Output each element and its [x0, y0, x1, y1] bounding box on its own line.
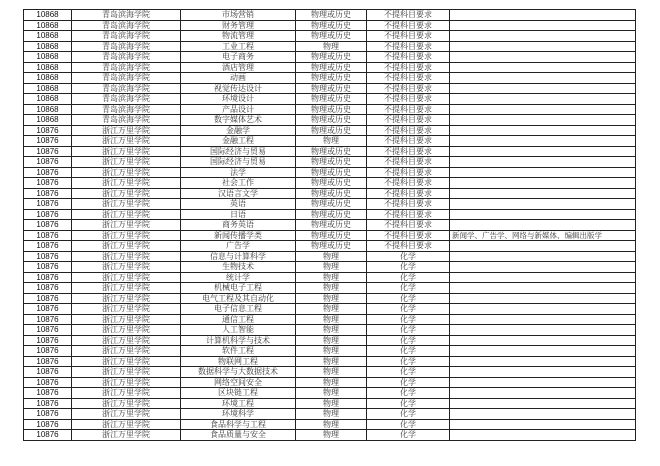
major-name-cell: 食品质量与安全 [181, 430, 296, 441]
table-row [24, 146, 636, 157]
note-cell [450, 346, 636, 357]
major-name-cell: 环境工程 [181, 398, 296, 409]
primary-subject-cell: 物理或历史 [296, 73, 367, 84]
elective-requirement-cell: 不提科目要求 [367, 52, 450, 63]
table-row [24, 388, 636, 399]
major-name-cell: 新闻传播学类 [181, 230, 296, 241]
table-row [24, 52, 636, 63]
school-code-cell: 10876 [24, 377, 72, 388]
major-name-cell: 商务英语 [181, 220, 296, 231]
note-cell [450, 20, 636, 31]
major-name-cell: 法学 [181, 167, 296, 178]
note-cell [450, 367, 636, 378]
major-name-cell: 物联网工程 [181, 356, 296, 367]
primary-subject-cell: 物理或历史 [296, 125, 367, 136]
major-name-cell: 数字媒体艺术 [181, 115, 296, 126]
elective-requirement-cell: 化学 [367, 304, 450, 315]
table-row [24, 377, 636, 388]
major-name-cell: 通信工程 [181, 314, 296, 325]
note-cell [450, 283, 636, 294]
school-name-cell: 青岛滨海学院 [72, 52, 181, 63]
primary-subject-cell: 物理或历史 [296, 157, 367, 168]
major-name-cell: 生物技术 [181, 262, 296, 273]
primary-subject-cell: 物理 [296, 377, 367, 388]
admission-subject-table [23, 9, 636, 441]
elective-requirement-cell: 不提科目要求 [367, 20, 450, 31]
school-code-cell: 10876 [24, 136, 72, 147]
major-name-cell: 人工智能 [181, 325, 296, 336]
table-row [24, 398, 636, 409]
table-row [24, 314, 636, 325]
school-name-cell: 浙江万里学院 [72, 272, 181, 283]
primary-subject-cell: 物理或历史 [296, 220, 367, 231]
school-name-cell: 浙江万里学院 [72, 251, 181, 262]
table-row [24, 41, 636, 52]
school-name-cell: 青岛滨海学院 [72, 94, 181, 105]
elective-requirement-cell: 化学 [367, 314, 450, 325]
primary-subject-cell: 物理 [296, 398, 367, 409]
major-name-cell: 信息与计算科学 [181, 251, 296, 262]
elective-requirement-cell: 不提科目要求 [367, 104, 450, 115]
school-name-cell: 浙江万里学院 [72, 188, 181, 199]
note-cell [450, 209, 636, 220]
school-name-cell: 浙江万里学院 [72, 157, 181, 168]
school-code-cell: 10876 [24, 293, 72, 304]
primary-subject-cell: 物理或历史 [296, 62, 367, 73]
school-code-cell: 10876 [24, 430, 72, 441]
school-name-cell: 浙江万里学院 [72, 230, 181, 241]
elective-requirement-cell: 不提科目要求 [367, 62, 450, 73]
note-cell [450, 335, 636, 346]
school-name-cell: 青岛滨海学院 [72, 115, 181, 126]
primary-subject-cell: 物理或历史 [296, 188, 367, 199]
major-name-cell: 日语 [181, 209, 296, 220]
major-name-cell: 酒店管理 [181, 62, 296, 73]
note-cell [450, 62, 636, 73]
note-cell: 新闻学、广告学、网络与新媒体、编辑出版学 [450, 230, 636, 241]
note-cell [450, 125, 636, 136]
school-code-cell: 10868 [24, 41, 72, 52]
school-name-cell: 浙江万里学院 [72, 430, 181, 441]
table-row [24, 125, 636, 136]
elective-requirement-cell: 化学 [367, 262, 450, 273]
school-name-cell: 浙江万里学院 [72, 409, 181, 420]
elective-requirement-cell: 不提科目要求 [367, 73, 450, 84]
school-code-cell: 10868 [24, 10, 72, 21]
elective-requirement-cell: 不提科目要求 [367, 220, 450, 231]
primary-subject-cell: 物理 [296, 136, 367, 147]
note-cell [450, 220, 636, 231]
major-name-cell: 汉语言文学 [181, 188, 296, 199]
school-code-cell: 10876 [24, 178, 72, 189]
table-row [24, 335, 636, 346]
elective-requirement-cell: 化学 [367, 283, 450, 294]
major-name-cell: 食品科学与工程 [181, 419, 296, 430]
table-row [24, 83, 636, 94]
table-row [24, 293, 636, 304]
elective-requirement-cell: 不提科目要求 [367, 83, 450, 94]
school-name-cell: 青岛滨海学院 [72, 104, 181, 115]
primary-subject-cell: 物理 [296, 388, 367, 399]
primary-subject-cell: 物理或历史 [296, 83, 367, 94]
primary-subject-cell: 物理 [296, 356, 367, 367]
school-code-cell: 10868 [24, 31, 72, 42]
school-code-cell: 10876 [24, 199, 72, 210]
school-name-cell: 浙江万里学院 [72, 136, 181, 147]
table-row [24, 346, 636, 357]
elective-requirement-cell: 不提科目要求 [367, 167, 450, 178]
primary-subject-cell: 物理或历史 [296, 31, 367, 42]
school-name-cell: 浙江万里学院 [72, 199, 181, 210]
primary-subject-cell: 物理或历史 [296, 230, 367, 241]
school-name-cell: 青岛滨海学院 [72, 62, 181, 73]
school-name-cell: 浙江万里学院 [72, 178, 181, 189]
primary-subject-cell: 物理或历史 [296, 209, 367, 220]
primary-subject-cell: 物理 [296, 419, 367, 430]
school-name-cell: 浙江万里学院 [72, 398, 181, 409]
elective-requirement-cell: 不提科目要求 [367, 31, 450, 42]
school-name-cell: 浙江万里学院 [72, 262, 181, 273]
table-row [24, 209, 636, 220]
table-row [24, 62, 636, 73]
school-code-cell: 10876 [24, 157, 72, 168]
note-cell [450, 157, 636, 168]
elective-requirement-cell: 化学 [367, 367, 450, 378]
school-code-cell: 10868 [24, 94, 72, 105]
primary-subject-cell: 物理 [296, 304, 367, 315]
school-code-cell: 10876 [24, 398, 72, 409]
note-cell [450, 356, 636, 367]
school-name-cell: 青岛滨海学院 [72, 31, 181, 42]
primary-subject-cell: 物理 [296, 409, 367, 420]
note-cell [450, 136, 636, 147]
elective-requirement-cell: 化学 [367, 398, 450, 409]
note-cell [450, 115, 636, 126]
school-code-cell: 10876 [24, 346, 72, 357]
note-cell [450, 398, 636, 409]
school-code-cell: 10876 [24, 230, 72, 241]
school-code-cell: 10876 [24, 209, 72, 220]
table-row [24, 157, 636, 168]
school-code-cell: 10876 [24, 409, 72, 420]
elective-requirement-cell: 化学 [367, 272, 450, 283]
school-name-cell: 浙江万里学院 [72, 346, 181, 357]
major-name-cell: 物流管理 [181, 31, 296, 42]
school-code-cell: 10876 [24, 262, 72, 273]
elective-requirement-cell: 不提科目要求 [367, 199, 450, 210]
elective-requirement-cell: 不提科目要求 [367, 188, 450, 199]
note-cell [450, 241, 636, 252]
major-name-cell: 电子信息工程 [181, 304, 296, 315]
elective-requirement-cell: 化学 [367, 388, 450, 399]
school-name-cell: 浙江万里学院 [72, 241, 181, 252]
major-name-cell: 国际经济与贸易 [181, 146, 296, 157]
primary-subject-cell: 物理或历史 [296, 146, 367, 157]
school-name-cell: 浙江万里学院 [72, 335, 181, 346]
primary-subject-cell: 物理或历史 [296, 10, 367, 21]
elective-requirement-cell: 不提科目要求 [367, 209, 450, 220]
school-name-cell: 浙江万里学院 [72, 293, 181, 304]
elective-requirement-cell: 不提科目要求 [367, 241, 450, 252]
major-name-cell: 工业工程 [181, 41, 296, 52]
elective-requirement-cell: 化学 [367, 335, 450, 346]
table-row [24, 167, 636, 178]
primary-subject-cell: 物理或历史 [296, 94, 367, 105]
table-row [24, 115, 636, 126]
school-name-cell: 浙江万里学院 [72, 367, 181, 378]
school-code-cell: 10876 [24, 356, 72, 367]
table-row [24, 136, 636, 147]
note-cell [450, 388, 636, 399]
primary-subject-cell: 物理 [296, 430, 367, 441]
school-code-cell: 10876 [24, 335, 72, 346]
table-row [24, 220, 636, 231]
note-cell [450, 409, 636, 420]
table-row [24, 230, 636, 241]
school-name-cell: 青岛滨海学院 [72, 83, 181, 94]
note-cell [450, 251, 636, 262]
primary-subject-cell: 物理或历史 [296, 115, 367, 126]
school-code-cell: 10876 [24, 325, 72, 336]
note-cell [450, 419, 636, 430]
table-row [24, 419, 636, 430]
elective-requirement-cell: 不提科目要求 [367, 230, 450, 241]
note-cell [450, 314, 636, 325]
elective-requirement-cell: 不提科目要求 [367, 115, 450, 126]
school-code-cell: 10868 [24, 115, 72, 126]
primary-subject-cell: 物理或历史 [296, 52, 367, 63]
school-code-cell: 10876 [24, 272, 72, 283]
elective-requirement-cell: 不提科目要求 [367, 125, 450, 136]
school-code-cell: 10876 [24, 283, 72, 294]
school-code-cell: 10868 [24, 73, 72, 84]
elective-requirement-cell: 化学 [367, 293, 450, 304]
table-row [24, 31, 636, 42]
elective-requirement-cell: 化学 [367, 430, 450, 441]
major-name-cell: 视觉传达设计 [181, 83, 296, 94]
major-name-cell: 市场营销 [181, 10, 296, 21]
elective-requirement-cell: 不提科目要求 [367, 41, 450, 52]
major-name-cell: 电子商务 [181, 52, 296, 63]
table-row [24, 241, 636, 252]
major-name-cell: 英语 [181, 199, 296, 210]
primary-subject-cell: 物理或历史 [296, 178, 367, 189]
elective-requirement-cell: 不提科目要求 [367, 178, 450, 189]
school-name-cell: 浙江万里学院 [72, 419, 181, 430]
table-row [24, 178, 636, 189]
elective-requirement-cell: 不提科目要求 [367, 157, 450, 168]
school-code-cell: 10876 [24, 314, 72, 325]
primary-subject-cell: 物理或历史 [296, 104, 367, 115]
note-cell [450, 41, 636, 52]
note-cell [450, 325, 636, 336]
major-name-cell: 环境设计 [181, 94, 296, 105]
table-row [24, 199, 636, 210]
table-row [24, 104, 636, 115]
school-code-cell: 10876 [24, 220, 72, 231]
note-cell [450, 31, 636, 42]
elective-requirement-cell: 化学 [367, 377, 450, 388]
school-code-cell: 10868 [24, 20, 72, 31]
elective-requirement-cell: 不提科目要求 [367, 146, 450, 157]
primary-subject-cell: 物理 [296, 346, 367, 357]
table-row [24, 325, 636, 336]
school-code-cell: 10876 [24, 241, 72, 252]
table-row [24, 188, 636, 199]
primary-subject-cell: 物理 [296, 283, 367, 294]
primary-subject-cell: 物理 [296, 367, 367, 378]
school-name-cell: 浙江万里学院 [72, 304, 181, 315]
table-row [24, 94, 636, 105]
school-code-cell: 10876 [24, 304, 72, 315]
elective-requirement-cell: 不提科目要求 [367, 94, 450, 105]
table-row [24, 430, 636, 441]
elective-requirement-cell: 化学 [367, 346, 450, 357]
primary-subject-cell: 物理或历史 [296, 167, 367, 178]
table-row [24, 356, 636, 367]
elective-requirement-cell: 化学 [367, 409, 450, 420]
primary-subject-cell: 物理 [296, 314, 367, 325]
table-row [24, 283, 636, 294]
major-name-cell: 国际经济与贸易 [181, 157, 296, 168]
primary-subject-cell: 物理 [296, 293, 367, 304]
school-code-cell: 10876 [24, 388, 72, 399]
school-name-cell: 浙江万里学院 [72, 220, 181, 231]
note-cell [450, 272, 636, 283]
major-name-cell: 动画 [181, 73, 296, 84]
elective-requirement-cell: 化学 [367, 419, 450, 430]
school-code-cell: 10876 [24, 125, 72, 136]
major-name-cell: 环境科学 [181, 409, 296, 420]
major-name-cell: 区块链工程 [181, 388, 296, 399]
note-cell [450, 199, 636, 210]
primary-subject-cell: 物理 [296, 335, 367, 346]
major-name-cell: 计算机科学与技术 [181, 335, 296, 346]
major-name-cell: 统计学 [181, 272, 296, 283]
primary-subject-cell: 物理或历史 [296, 241, 367, 252]
school-code-cell: 10876 [24, 167, 72, 178]
note-cell [450, 52, 636, 63]
school-name-cell: 浙江万里学院 [72, 356, 181, 367]
school-name-cell: 青岛滨海学院 [72, 41, 181, 52]
elective-requirement-cell: 化学 [367, 251, 450, 262]
primary-subject-cell: 物理 [296, 251, 367, 262]
school-name-cell: 青岛滨海学院 [72, 10, 181, 21]
table-row [24, 304, 636, 315]
major-name-cell: 电气工程及其自动化 [181, 293, 296, 304]
school-name-cell: 浙江万里学院 [72, 167, 181, 178]
note-cell [450, 94, 636, 105]
school-code-cell: 10876 [24, 188, 72, 199]
major-name-cell: 社会工作 [181, 178, 296, 189]
elective-requirement-cell: 化学 [367, 325, 450, 336]
school-code-cell: 10868 [24, 83, 72, 94]
note-cell [450, 178, 636, 189]
note-cell [450, 304, 636, 315]
school-code-cell: 10876 [24, 146, 72, 157]
primary-subject-cell: 物理 [296, 325, 367, 336]
school-code-cell: 10868 [24, 52, 72, 63]
elective-requirement-cell: 不提科目要求 [367, 136, 450, 147]
primary-subject-cell: 物理或历史 [296, 199, 367, 210]
note-cell [450, 377, 636, 388]
note-cell [450, 83, 636, 94]
school-name-cell: 浙江万里学院 [72, 377, 181, 388]
major-name-cell: 软件工程 [181, 346, 296, 357]
school-name-cell: 青岛滨海学院 [72, 73, 181, 84]
school-code-cell: 10876 [24, 251, 72, 262]
table-row [24, 272, 636, 283]
table-row [24, 20, 636, 31]
school-name-cell: 浙江万里学院 [72, 209, 181, 220]
major-name-cell: 财务管理 [181, 20, 296, 31]
major-name-cell: 数据科学与大数据技术 [181, 367, 296, 378]
note-cell [450, 10, 636, 21]
elective-requirement-cell: 不提科目要求 [367, 10, 450, 21]
primary-subject-cell: 物理或历史 [296, 20, 367, 31]
note-cell [450, 73, 636, 84]
school-name-cell: 浙江万里学院 [72, 125, 181, 136]
table-row [24, 367, 636, 378]
table-row [24, 262, 636, 273]
table-row [24, 10, 636, 21]
note-cell [450, 188, 636, 199]
school-name-cell: 浙江万里学院 [72, 283, 181, 294]
school-name-cell: 浙江万里学院 [72, 314, 181, 325]
primary-subject-cell: 物理 [296, 272, 367, 283]
primary-subject-cell: 物理 [296, 41, 367, 52]
elective-requirement-cell: 化学 [367, 356, 450, 367]
school-code-cell: 10868 [24, 104, 72, 115]
note-cell [450, 146, 636, 157]
note-cell [450, 167, 636, 178]
major-name-cell: 机械电子工程 [181, 283, 296, 294]
school-code-cell: 10876 [24, 367, 72, 378]
school-name-cell: 青岛滨海学院 [72, 20, 181, 31]
major-name-cell: 网络空间安全 [181, 377, 296, 388]
table-row [24, 409, 636, 420]
major-name-cell: 金融学 [181, 125, 296, 136]
note-cell [450, 293, 636, 304]
note-cell [450, 262, 636, 273]
table-row [24, 251, 636, 262]
major-name-cell: 广告学 [181, 241, 296, 252]
school-code-cell: 10868 [24, 62, 72, 73]
school-name-cell: 浙江万里学院 [72, 388, 181, 399]
school-code-cell: 10876 [24, 419, 72, 430]
school-name-cell: 浙江万里学院 [72, 146, 181, 157]
table-row [24, 73, 636, 84]
major-name-cell: 产品设计 [181, 104, 296, 115]
school-name-cell: 浙江万里学院 [72, 325, 181, 336]
note-cell [450, 430, 636, 441]
note-cell [450, 104, 636, 115]
primary-subject-cell: 物理 [296, 262, 367, 273]
major-name-cell: 金融工程 [181, 136, 296, 147]
